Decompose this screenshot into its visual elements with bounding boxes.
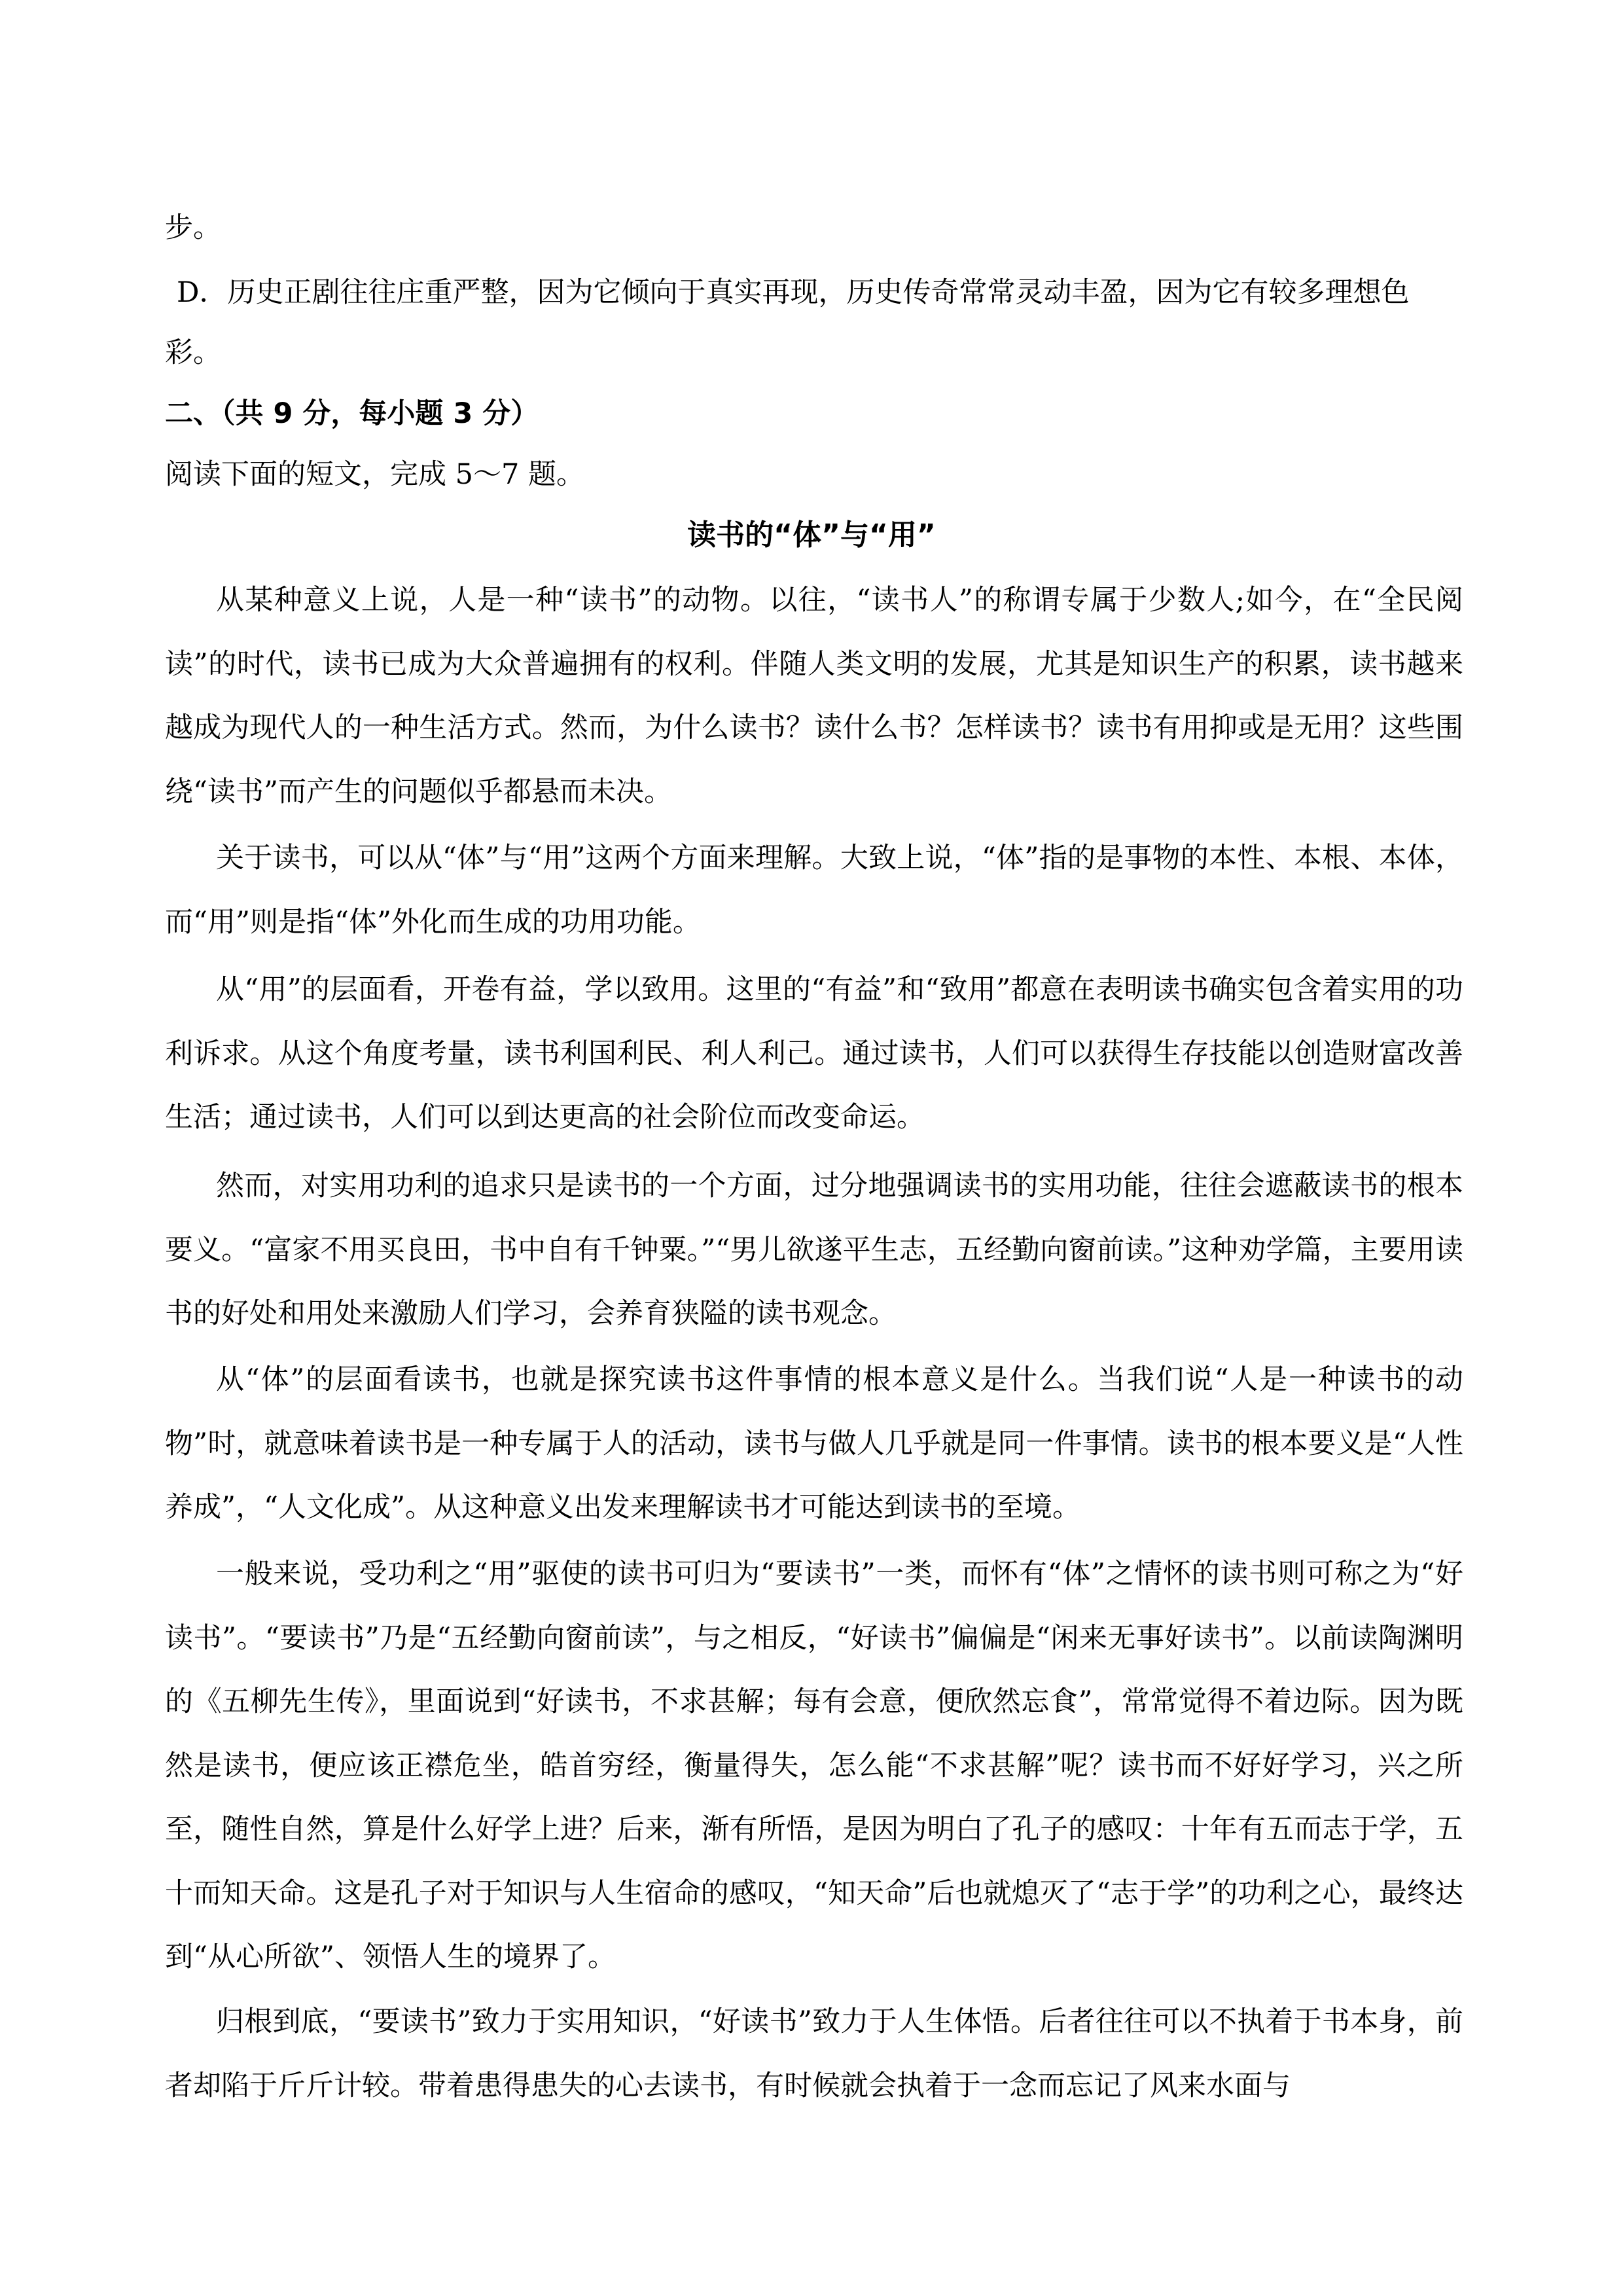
article-paragraph-5: 从“体”的层面看读书，也就是探究读书这件事情的根本意义是什么。当我们说“人是一种读书的动物”时，就意味着读书是一种专属于人的活动，读书与做人几乎就是同一件事情。读书的根本要义是“人性养成”，“人文化成”。从这种意义出发来理解读书才可能达到读书的至境。: [165, 1363, 1463, 1524]
article-paragraph-2: 关于读书，可以从“体”与“用”这两个方面来理解。大致上说，“体”指的是事物的本性、本根、本体，而“用”则是指“体”外化而生成的功用功能。: [165, 842, 1463, 939]
option-d-line-1: D．历史正剧往往庄重严整，因为它倾向于真实再现，历史传奇常常灵动丰盈，因为它有较多理想色: [177, 276, 1410, 309]
article-paragraph-3: 从“用”的层面看，开卷有益，学以致用。这里的“有益”和“致用”都意在表明读书确实包含着实用的功利诉求。从这个角度考量，读书利国利民、利人利己。通过读书，人们可以获得生存技能以创造财富改善生活；通过读书，人们可以到达更高的社会阶位而改变命运。: [165, 973, 1463, 1134]
option-d-line-2: 彩。: [165, 336, 221, 369]
section-heading: 二、（共 9 分，每小题 3 分）: [165, 397, 539, 430]
article-paragraph-7: 归根到底，“要读书”致力于实用知识，“好读书”致力于人生体悟。后者往往可以不执着于书本身，前者却陷于斤斤计较。带着患得患失的心去读书，有时候就会执着于一念而忘记了风来水面与: [165, 2005, 1463, 2102]
article-paragraph-1: 从某种意义上说，人是一种“读书”的动物。以往，“读书人”的称谓专属于少数人;如今，在“全民阅读”的时代，读书已成为大众普遍拥有的权利。伴随人类文明的发展，尤其是知识生产的积累，读书越来越成为现代人的一种生活方式。然而，为什么读书？读什么书？怎样读书？读书有用抑或是无用？这些围绕“读书”而产生的问题似乎都悬而未决。: [165, 584, 1463, 808]
reading-instruction: 阅读下面的短文，完成 5～7 题。: [165, 458, 585, 491]
article-title: 读书的“体”与“用”: [687, 518, 936, 552]
article-paragraph-6: 一般来说，受功利之“用”驱使的读书可归为“要读书”一类，而怀有“体”之情怀的读书则可称之为“好读书”。“要读书”乃是“五经勤向窗前读”，与之相反，“好读书”偏偏是“闲来无事好读书”。以前读陶渊明的《五柳先生传》，里面说到“好读书，不求甚解；每有会意，便欣然忘食”，常常觉得不着边际。因为既然是读书，便应该正襟危坐，皓首穷经，衡量得失，怎么能“不求甚解”呢？读书而不好好学习，兴之所至，随性自然，算是什么好学上进？后来，渐有所悟，是因为明白了孔子的感叹：十年有五而志于学，五十而知天命。这是孔子对于知识与人生宿命的感叹，“知天命”后也就熄灭了“志于学”的功利之心，最终达到“从心所欲”、领悟人生的境界了。: [165, 1558, 1463, 1973]
previous-option-ending: 步。: [165, 211, 221, 244]
article-paragraph-4: 然而，对实用功利的追求只是读书的一个方面，过分地强调读书的实用功能，往往会遮蔽读书的根本要义。“富家不用买良田，书中自有千钟粟。”“男儿欲遂平生志，五经勤向窗前读。”这种劝学篇，主要用读书的好处和用处来激励人们学习，会养育狭隘的读书观念。: [165, 1170, 1463, 1330]
